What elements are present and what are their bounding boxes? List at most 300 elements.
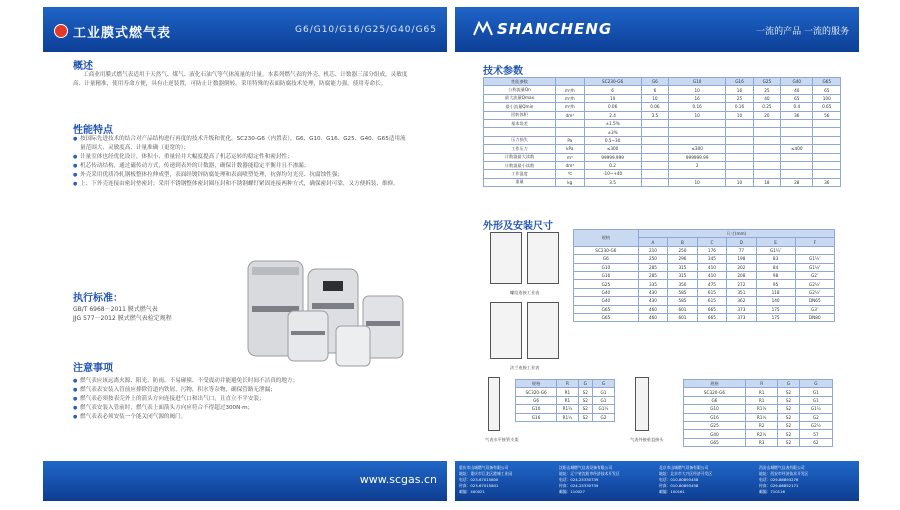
table-cell: [641, 170, 668, 178]
table-row: [684, 438, 833, 446]
table-cell: [753, 136, 780, 144]
table-cell: 62: [799, 438, 832, 446]
table-cell: G6: [574, 255, 639, 263]
table-cell: 0.4: [781, 103, 813, 111]
table-cell: G2″: [795, 271, 834, 279]
contact-block: [659, 465, 759, 495]
table-cell: 3.5: [641, 111, 668, 119]
table-header-cell: G: [578, 380, 592, 388]
table-cell: [753, 161, 780, 169]
table-cell: m³/h: [555, 94, 584, 102]
feature-item: ● 按国际先进技术的结合对产品结构进行再度的技术升级和优化，SC230-G6（内置表），G6、G10、G16、G25、G40、G65适用流量范围大、灵敏度高、计量准确（更宽的）；: [73, 135, 408, 153]
table-cell: [753, 170, 780, 178]
contact-block: [759, 465, 859, 495]
table-cell: 36: [813, 178, 841, 186]
product-title: 工业膜式燃气表: [73, 26, 172, 41]
table-header-cell: F: [795, 238, 834, 246]
table-cell: S2: [778, 388, 799, 396]
table-cell: DN65: [795, 297, 834, 305]
table-cell: 65: [813, 86, 841, 94]
table-cell: 345: [697, 255, 726, 263]
table-cell: R1¼: [745, 405, 777, 413]
overview-heading: 概述: [73, 61, 93, 72]
table-cell: 373: [727, 305, 756, 313]
table-cell: G65: [684, 438, 746, 446]
table-cell: 430: [638, 297, 667, 305]
contact-line: 电话：024-25330739: [559, 477, 599, 482]
table-cell: [641, 128, 668, 136]
table-cell: 100: [813, 94, 841, 102]
table-header-cell: G25: [753, 78, 780, 86]
table-header-cell: [555, 78, 584, 86]
table-cell: G2½″: [795, 280, 834, 288]
model-list: G6/G10/G16/G25/G40/G65: [295, 25, 437, 35]
feature-item: ● 上、下外壳连接由密封垫密封；采用不锈钢整体密封圈压封和不锈钢螺钉紧固连接两种方式，确保密封可靠，又方便拆装、维修。: [73, 180, 408, 189]
table-cell: 10: [726, 111, 753, 119]
table-cell: S2: [778, 396, 799, 404]
dims-table: [573, 229, 835, 322]
table-cell: S2: [778, 430, 799, 438]
table-cell: 2: [669, 161, 726, 169]
feature-item: ● 机芯传动结构，通过磁传动方式，传递到表外的计数器，确保计数器能稳定平衡并且不渗漏；: [73, 162, 408, 171]
table-cell: 362: [727, 297, 756, 305]
table-header-cell: 规格: [516, 380, 557, 388]
table-header-cell: G16: [726, 78, 753, 86]
note-item: ● 燃气表必须按表壳外上的箭头方向连接进气口和出气口，且直立不平安装；: [73, 395, 408, 404]
contact-line: 地址：西安市经济技术开发区: [759, 471, 809, 476]
table-cell: 665: [697, 313, 726, 321]
table-cell: 10: [669, 178, 726, 186]
table-cell: S2: [578, 388, 592, 396]
table-cell: R1½: [745, 413, 777, 421]
table-header-cell: 性能参数: [484, 78, 556, 86]
table-cell: 10: [669, 86, 726, 94]
table-cell: [641, 178, 668, 186]
table-header-cell: G6: [641, 78, 668, 86]
contact-line: 电话：029-86893276: [759, 477, 799, 482]
table-cell: G2: [592, 413, 614, 421]
table-cell: 460: [638, 313, 667, 321]
table-header-cell: G65: [813, 78, 841, 86]
table-cell: [795, 246, 834, 254]
contact-line: 传真：024-25330739: [559, 483, 599, 488]
table-row: [574, 280, 835, 288]
dims-heading: 外形及安装尺寸: [483, 221, 553, 232]
table-cell: R1: [745, 396, 777, 404]
table-cell: 36: [781, 111, 813, 119]
table-cell: G1: [799, 388, 832, 396]
table-cell: 28: [781, 178, 813, 186]
table-header-cell: B: [668, 238, 697, 246]
table-cell: [726, 119, 753, 127]
table-cell: kg: [555, 178, 584, 186]
table-cell: [726, 161, 753, 169]
table-cell: 16: [669, 94, 726, 102]
table-cell: 95: [756, 280, 795, 288]
note-item: ● 燃气表安装入管前时，燃气表上面箭头方向应符合不得超过300N·m；: [73, 404, 408, 413]
note-item: ● 燃气表表必须安装一个能关闭气源的阀门。: [73, 413, 408, 422]
table-header-cell: SC230-G6: [584, 78, 641, 86]
gas-meters-photo: [228, 251, 418, 371]
table-cell: [813, 170, 841, 178]
table-cell: [641, 153, 668, 161]
table-cell: 计数器最大读数: [484, 153, 556, 161]
table-cell: G16: [516, 413, 557, 421]
table-cell: G10: [516, 405, 557, 413]
table-cell: 10: [726, 178, 753, 186]
table-cell: 140: [756, 297, 795, 305]
contact-block: [459, 465, 559, 495]
table-cell: m³/h: [555, 103, 584, 111]
table-cell: 315: [668, 271, 697, 279]
table-cell: [669, 136, 726, 144]
table-cell: [781, 170, 813, 178]
table-cell: 回转体积: [484, 111, 556, 119]
table-cell: 350: [668, 280, 697, 288]
table-cell: SC320-G6: [516, 388, 557, 396]
table-cell: [813, 161, 841, 169]
table-cell: [641, 136, 668, 144]
table-cell: dm³: [555, 111, 584, 119]
table-cell: 83: [756, 255, 795, 263]
table-row: [574, 288, 835, 296]
table-cell: 65: [781, 94, 813, 102]
table-cell: 18: [753, 178, 780, 186]
contact-line: 北京市山城燃气设备有限公司: [659, 465, 709, 470]
table-cell: 585: [668, 288, 697, 296]
table-cell: 20: [753, 111, 780, 119]
table-cell: 40: [781, 86, 813, 94]
table-cell: 202: [727, 263, 756, 271]
contact-line: 传真：023-67015801: [459, 483, 499, 488]
table-cell: 重量: [484, 178, 556, 186]
meter-side-drawing: [527, 232, 559, 284]
table-cell: G1¼″: [756, 246, 795, 254]
table-cell: 40: [753, 94, 780, 102]
brand-name: SHANCHENG: [497, 20, 613, 38]
standards-heading: 执行标准：: [73, 293, 123, 304]
table-row: [516, 413, 615, 421]
table-cell: [669, 119, 726, 127]
table-row: [484, 94, 841, 102]
table-header-cell: G10: [669, 78, 726, 86]
table-header-row: [484, 78, 841, 86]
table-cell: 410: [697, 263, 726, 271]
features-heading: 性能特点: [73, 125, 113, 136]
table-cell: 0.06: [641, 103, 668, 111]
table-cell: R2: [745, 421, 777, 429]
website-link[interactable]: www.scgas.cn: [359, 473, 437, 486]
brand-logo-icon: [54, 24, 68, 38]
table-cell: 601: [668, 305, 697, 313]
bracket-caption: 气表水平接管支架: [485, 437, 519, 442]
table-cell: [669, 170, 726, 178]
table-cell: 615: [697, 297, 726, 305]
table-row: [684, 421, 833, 429]
table-cell: 118: [756, 288, 795, 296]
table-header-cell: G: [799, 380, 832, 388]
contact-line: 地址：北京市大兴区经济开发区: [659, 471, 713, 476]
table-cell: 460: [638, 305, 667, 313]
table-cell: 10: [669, 111, 726, 119]
table-cell: [726, 136, 753, 144]
table-cell: 0.16: [726, 103, 753, 111]
standard-item: GB/T 6968－2011 膜式燃气表: [73, 306, 158, 313]
table-cell: 工作温度: [484, 170, 556, 178]
table-cell: G1: [592, 388, 614, 396]
table-row: [574, 255, 835, 263]
table-row: [484, 111, 841, 119]
table-cell: 0.65: [813, 103, 841, 111]
table-cell: 84: [756, 263, 795, 271]
left-page: [43, 7, 447, 501]
table-cell: G40: [574, 297, 639, 305]
table-cell: G1¼″: [795, 255, 834, 263]
note-item: ● 燃气表表安装入管前应排除管道内铁屑、污物，积水等杂物，确保管路无泄漏；: [73, 386, 408, 395]
table-header-cell: E: [756, 238, 795, 246]
table-row: [516, 396, 615, 404]
table-cell: [813, 119, 841, 127]
table-cell: m³/h: [555, 86, 584, 94]
table-cell: R1: [557, 388, 579, 396]
table-cell: [813, 128, 841, 136]
table-cell: G2: [799, 413, 832, 421]
table-cell: R1: [557, 396, 579, 404]
table-cell: S2: [778, 405, 799, 413]
table-row: [484, 170, 841, 178]
note-item: ● 燃气表应该远离火源、阳光、防雨、不易碰撞、不受震动并能避免长时间不洁真的地方；: [73, 377, 408, 386]
table-row: [684, 388, 833, 396]
notes-list: [73, 377, 408, 422]
contact-line: 重庆市山城燃气设备有限公司: [459, 465, 509, 470]
tech-params-heading: 技术参数: [483, 66, 523, 77]
table-cell: SC320-G6: [684, 388, 746, 396]
table-cell: 315: [668, 263, 697, 271]
notes-heading: 注意事项: [73, 363, 113, 374]
table-cell: 175: [756, 305, 795, 313]
table-cell: 585: [668, 297, 697, 305]
table-cell: 公称流量Qn: [484, 86, 556, 94]
flange-front-drawing: [490, 302, 522, 359]
table-cell: S2: [778, 438, 799, 446]
table-row: [684, 405, 833, 413]
table-cell: G25: [684, 421, 746, 429]
table-header-row: [516, 380, 615, 388]
table-cell: dm³: [555, 161, 584, 169]
table-cell: G25: [574, 280, 639, 288]
table-cell: 99999.999: [584, 153, 641, 161]
table-cell: 272: [727, 280, 756, 288]
table-cell: G6: [684, 396, 746, 404]
table-cell: 351: [727, 288, 756, 296]
table-cell: G1: [799, 396, 832, 404]
table-cell: 250: [638, 255, 667, 263]
right-footer-bar: [455, 461, 859, 501]
table-cell: ℃: [555, 170, 584, 178]
table-cell: kPa: [555, 145, 584, 153]
overview-text: 工商业用膜式燃气表适用于天然气、煤气、液化石油气等气体流量的计量。本系列燃气表的外壳、机芯、计数器三部分组成，灵敏度高、计量精准，使用寿命方便，具有止逆装置，可防止计数器倒转。采用特殊的表面防腐技术处理，防腐能力强，使用寿命长。: [73, 72, 408, 87]
small-left-table: [515, 379, 615, 422]
table-cell: 198: [727, 255, 756, 263]
table-cell: [726, 128, 753, 136]
table-header-cell: R: [745, 380, 777, 388]
table-row: [574, 263, 835, 271]
right-header-bar: [455, 7, 859, 52]
table-row: [484, 161, 841, 169]
table-header-cell: 尺寸(mm): [638, 230, 834, 238]
table-cell: R3: [745, 438, 777, 446]
table-cell: 计数器最小读数: [484, 161, 556, 169]
table-cell: 25: [726, 94, 753, 102]
brand-mark-icon: [473, 21, 493, 37]
table-cell: G6: [516, 396, 557, 404]
table-cell: 最大流量Qmax: [484, 94, 556, 102]
table-header-cell: G40: [781, 78, 813, 86]
table-cell: 10: [584, 94, 641, 102]
table-cell: 2.4: [584, 111, 641, 119]
table-cell: 0.2: [584, 161, 641, 169]
table-cell: ±1.5%: [584, 119, 641, 127]
table-cell: G1½: [592, 405, 614, 413]
table-row: [484, 136, 841, 144]
contact-line: 传真：010-80893458: [659, 483, 699, 488]
table-cell: ≤300: [669, 145, 726, 153]
table-cell: 665: [697, 305, 726, 313]
flange-side-drawing: [527, 302, 559, 359]
table-cell: G40: [684, 430, 746, 438]
table-header-cell: R: [557, 380, 579, 388]
small-right-table: [683, 379, 833, 447]
table-cell: 410: [697, 271, 726, 279]
table-cell: S2: [578, 396, 592, 404]
table-cell: 475: [697, 280, 726, 288]
joint-caption: 气表外接垂直接头: [630, 437, 664, 442]
table-cell: 基本误差: [484, 119, 556, 127]
table-cell: 6: [641, 86, 668, 94]
table-cell: G1: [592, 396, 614, 404]
table-cell: [781, 153, 813, 161]
table-cell: -10~+40: [584, 170, 641, 178]
contact-line: 邮编：400021: [459, 489, 485, 494]
table-cell: [669, 128, 726, 136]
vertical-joint-drawing: [635, 377, 649, 431]
table-cell: [641, 161, 668, 169]
table-row: [684, 430, 833, 438]
table-cell: 0.5~30: [584, 136, 641, 144]
table-cell: 250: [668, 246, 697, 254]
table-cell: R1¼: [557, 405, 579, 413]
meter-front-drawing: [490, 232, 522, 284]
table-cell: 57: [799, 430, 832, 438]
table-cell: 999999.99: [669, 153, 726, 161]
left-header-bar: [43, 7, 447, 52]
table-cell: 285: [638, 271, 667, 279]
table-cell: SC230-G6: [574, 246, 639, 254]
tech-params-table: [483, 77, 841, 187]
feature-item: ● 外壳采用优质冷轧钢板整体拉伸成型，表面经镀锌防腐处理和表面喷塑处理，抗弹均匀光亮、抗腐蚀性强；: [73, 171, 408, 180]
table-cell: [641, 145, 668, 153]
table-cell: 0.06: [584, 103, 641, 111]
table-cell: [484, 128, 556, 136]
table-cell: G3″: [795, 305, 834, 313]
contact-line: 邮编：100161: [659, 489, 685, 494]
standard-item: JJG 577－2012 膜式燃气表检定规程: [73, 315, 172, 322]
table-row: [574, 313, 835, 321]
table-cell: [753, 145, 780, 153]
table-cell: G1½″: [795, 263, 834, 271]
table-cell: G65: [574, 313, 639, 321]
table-cell: [781, 119, 813, 127]
table-cell: [555, 119, 584, 127]
table-row: [484, 103, 841, 111]
table-cell: 601: [668, 313, 697, 321]
contact-block: [559, 465, 659, 495]
table-cell: R1: [745, 388, 777, 396]
contact-line: 邮编：110027: [559, 489, 585, 494]
table-cell: 373: [727, 313, 756, 321]
table-cell: 25: [753, 86, 780, 94]
contact-line: 西安山城燃气仪表有限公司: [759, 465, 805, 470]
table-cell: [813, 145, 841, 153]
flange-caption: 法兰连接工业表: [510, 365, 540, 370]
table-header-row: [684, 380, 833, 388]
table-cell: 77: [727, 246, 756, 254]
table-row: [574, 246, 835, 254]
table-cell: [726, 153, 753, 161]
table-cell: 最小流量Qmin: [484, 103, 556, 111]
table-cell: 56: [813, 111, 841, 119]
table-row: [516, 405, 615, 413]
brand-slogan: 一流的产品 一流的服务: [756, 27, 849, 37]
table-cell: ≤400: [781, 145, 813, 153]
table-cell: [726, 145, 753, 153]
table-header-cell: 规格: [684, 380, 746, 388]
table-cell: m³: [555, 153, 584, 161]
contact-line: 沈阳山城燃气仪表设备有限公司: [559, 465, 613, 470]
table-header-cell: G: [778, 380, 799, 388]
table-cell: G40: [574, 288, 639, 296]
table-cell: G65: [574, 305, 639, 313]
table-cell: [555, 128, 584, 136]
table-cell: 296: [668, 255, 697, 263]
table-cell: [753, 128, 780, 136]
table-cell: [781, 128, 813, 136]
table-cell: 6: [584, 86, 641, 94]
table-row: [684, 413, 833, 421]
contact-line: 传真：029-86852171: [759, 483, 799, 488]
table-cell: G16: [574, 271, 639, 279]
contact-line: 地址：重庆市江北区港城工业园: [459, 471, 513, 476]
table-row: [574, 297, 835, 305]
table-cell: [726, 170, 753, 178]
table-cell: [753, 153, 780, 161]
table-cell: G10: [574, 263, 639, 271]
right-page: [455, 7, 859, 501]
table-cell: G2½″: [795, 288, 834, 296]
table-cell: G16: [684, 413, 746, 421]
table-header-cell: G: [592, 380, 614, 388]
table-cell: 335: [638, 280, 667, 288]
table-row: [516, 388, 615, 396]
table-cell: 285: [638, 263, 667, 271]
table-cell: [753, 119, 780, 127]
table-header-cell: D: [727, 238, 756, 246]
table-cell: S2: [578, 413, 592, 421]
features-list: [73, 135, 408, 189]
table-cell: G1½: [799, 405, 832, 413]
table-cell: Pa: [555, 136, 584, 144]
table-cell: [813, 153, 841, 161]
